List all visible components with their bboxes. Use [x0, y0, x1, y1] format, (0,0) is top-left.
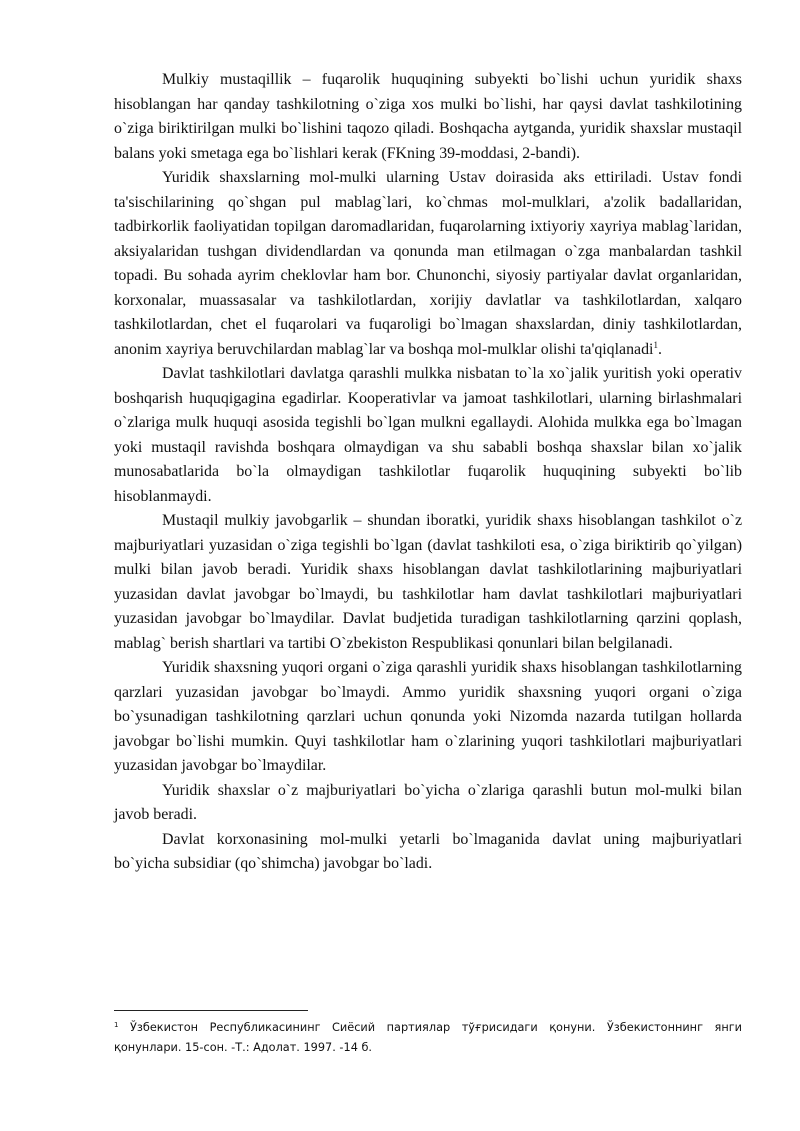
paragraph-state-organizations: Davlat tashkilotlari davlatga qarashli mulkka nisbatan to`la xo`jalik yuritish yoki operativ boshqarish huquqigagina egadirlar. Kooperativlar va jamoat tashkilotlari, ularning birlashmalari o`zlariga mulk huquqi asosida tegishli bo`lgan mulkni egallaydi. Alohida mulkka ega bo`lmagan yoki mustaqil ravishda boshqara olmaydigan va shu sababli boshqa shaxslar bilan xo`jalik munosabatlarida bo`la olmaydigan tashkilotlar fuqarolik huquqining subyekti bo`lib hisoblanmaydi. [114, 365, 742, 505]
paragraph-subsidiary-liability: Davlat korxonasining mol-mulki yetarli bo`lmaganida davlat uning majburiyatlari bo`yicha subsidiar (qo`shimcha) javobgar bo`ladi. [114, 830, 742, 872]
paragraph-property-independence: Mulkiy mustaqillik – fuqarolik huquqining subyekti bo`lishi uchun yuridik shaxs hisoblangan har qanday tashkilotning o`ziga xos mulki bo`lishi, har qaysi davlat tashkilotining o`ziga biriktirilgan mulki bo`lishini taqozo qiladi. Boshqacha aytganda, yuridik shaxslar mustaqil balans yoki smetaga ega bo`lishlari kerak (FKning 39-moddasi, 2-bandi). [114, 71, 742, 162]
footnote-separator [114, 1010, 308, 1011]
paragraph-entity-liability: Yuridik shaxslar o`z majburiyatlari bo`yicha o`zlariga qarashli butun mol-mulki bilan javob beradi. [114, 781, 742, 823]
footnote-reference: 1 [653, 339, 658, 350]
footnote-text: Ўзбекистон Республикасининг Сиёсий партиялар тўғрисидаги қонуни. Ўзбекистоннинг янги қонунлари. 15-сон. -Т.: Адолат. 1997. -14 б. [114, 1021, 742, 1054]
footnote-marker: 1 [114, 1021, 119, 1029]
paragraph-property-of-legal-entities: Yuridik shaxslarning mol-mulki ularning Ustav doirasida aks ettiriladi. Ustav fondi ta'sischilarining qo`shgan pul mablag`lari, ko`chmas mol-mulklari, a'zolik badallaridan, tadbirkorlik faoliyatidan topilgan daromadlaridan, fuqarolarning ixtiyoriy xayriya mablag`laridan, aksiyalaridan tushgan dividendlardan va qonunda man etilmagan o`zga manbalardan tashkil topadi. Bu sohada ayrim cheklovlar ham bor. Chunonchi, siyosiy partiyalar davlat organlaridan, korxonalar, muassasalar va tashkilotlardan, xorijiy davlatlar va tashkilotlardan, xalqaro tashkilotlardan, chet el fuqarolari va fuqaroligi bo`lmagan shaxslardan, diniy tashkilotlardan, anonim xayriya beruvchilardan mablag`lar va boshqa mol-mulklar olishi ta'qiqlanadi$^1$. [114, 169, 742, 358]
document-body [114, 68, 742, 877]
paragraph-higher-body-liability: Yuridik shaxsning yuqori organi o`ziga qarashli yuridik shaxs hisoblangan tashkilotlarning qarzlari yuzasidan javobgar bo`lmaydi. Ammo yuridik shaxsning yuqori organi o`ziga bo`ysunadigan tashkilotning qarzlari uchun qonunda yoki Nizomda nazarda tutilgan hollarda javobgar bo`lishi mumkin. Quyi tashkilotlar ham o`zlarining yuqori tashkilotlari majburiyatlari yuzasidan javobgar bo`lmaydilar. [114, 659, 742, 774]
footnote [114, 1018, 742, 1058]
paragraph-independent-liability: Mustaqil mulkiy javobgarlik – shundan iboratki, yuridik shaxs hisoblangan tashkilot o`z majburiyatlari yuzasidan o`ziga tegishli bo`lgan (davlat tashkiloti esa, o`ziga biriktirib qo`yilgan) mulki bilan javob beradi. Yuridik shaxs hisoblangan davlat tashkilotlarining majburiyatlari yuzasidan davlat javobgar bo`lmaydi, bu tashkilotlar ham davlat tashkilotlari majburiyatlari yuzasidan javobgar bo`lmaydilar. Davlat budjetida turadigan tashkilotlarning qarzini qoplash, mablag` berish shartlari va tartibi O`zbekiston Respublikasi qonunlari bilan belgilanadi. [114, 512, 742, 652]
